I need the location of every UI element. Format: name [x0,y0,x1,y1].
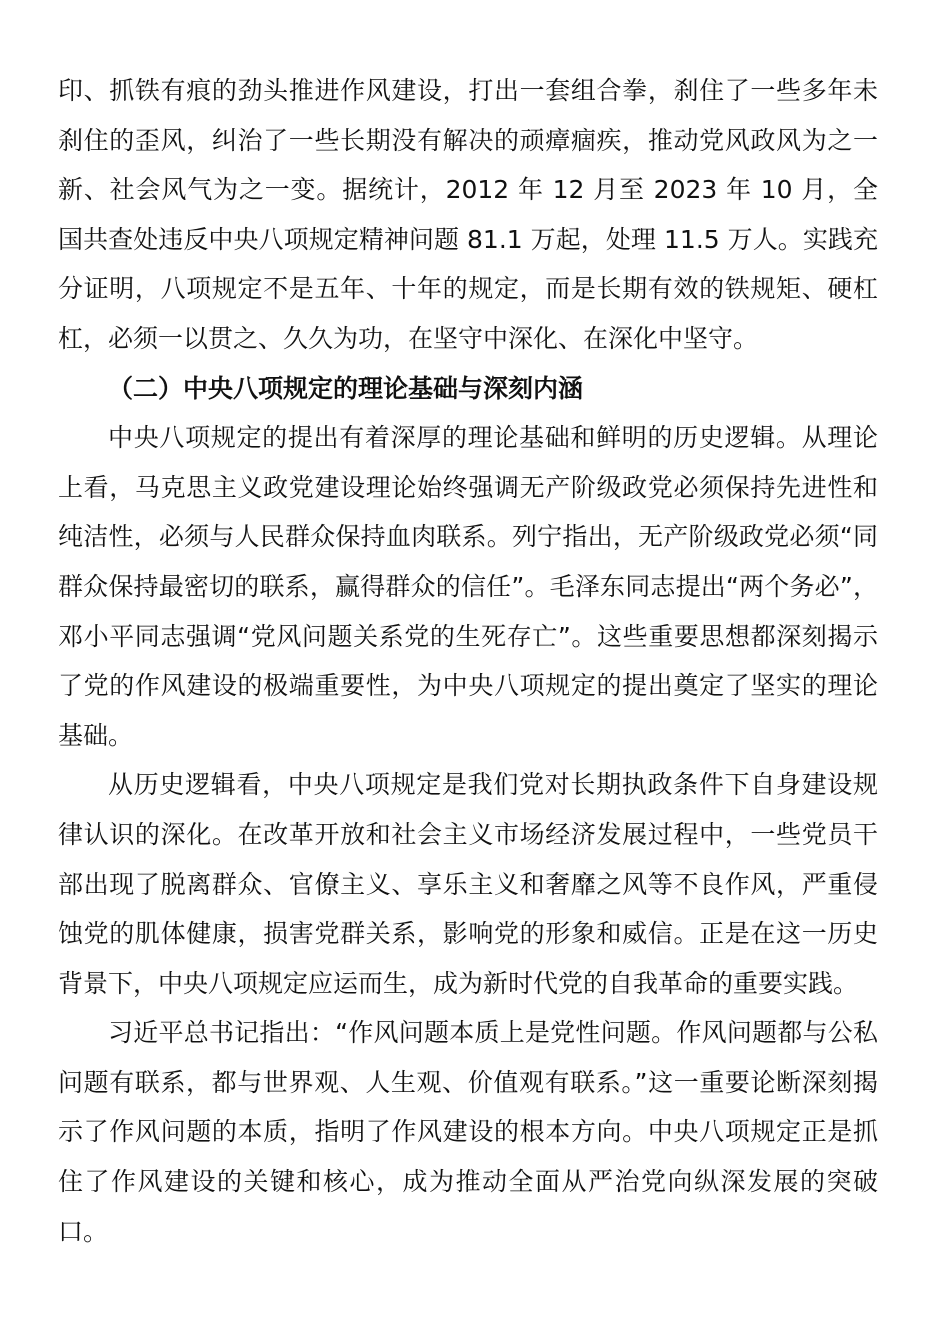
section-heading: （二）中央八项规定的理论基础与深刻内涵 [108,373,584,403]
paragraph-continuation: 印、抓铁有痕的劲头推进作风建设，打出一套组合拳，刹住了一些多年未刹住的歪风，纠治了一些长期没有解决的顽瘴痼疾，推动党风政风为之一新、社会风气为之一变。据统计，2012 年 12 月至 2023 年 10 月，全国共查处违反中央八项规定精神问题 81.1 万起，处理 11.5 万人。实践充分证明，八项规定不是五年、十年的规定，而是长期有效的铁规矩、硬杠杠，必须一以贯之、久久为功，在坚守中深化、在深化中坚守。 [58,76,878,353]
document-body [58,66,878,1256]
paragraph-theory: 中央八项规定的提出有着深厚的理论基础和鲜明的历史逻辑。从理论上看，马克思主义政党建设理论始终强调无产阶级政党必须保持先进性和纯洁性，必须与人民群众保持血肉联系。列宁指出，无产阶级政党必须“同群众保持最密切的联系，赢得群众的信任”。毛泽东同志提出“两个务必”，邓小平同志强调“党风问题关系党的生死存亡”。这些重要思想都深刻揭示了党的作风建设的极端重要性，为中央八项规定的提出奠定了坚实的理论基础。 [58,423,878,750]
paragraph-quote: 习近平总书记指出：“作风问题本质上是党性问题。作风问题都与公私问题有联系，都与世界观、人生观、价值观有联系。”这一重要论断深刻揭示了作风问题的本质，指明了作风建设的根本方向。中央八项规定正是抓住了作风建设的关键和核心，成为推动全面从严治党向纵深发展的突破口。 [58,1018,878,1246]
paragraph-history: 从历史逻辑看，中央八项规定是我们党对长期执政条件下自身建设规律认识的深化。在改革开放和社会主义市场经济发展过程中，一些党员干部出现了脱离群众、官僚主义、享乐主义和奢靡之风等不良作风，严重侵蚀党的肌体健康，损害党群关系，影响党的形象和威信。正是在这一历史背景下，中央八项规定应运而生，成为新时代党的自我革命的重要实践。 [58,770,878,998]
